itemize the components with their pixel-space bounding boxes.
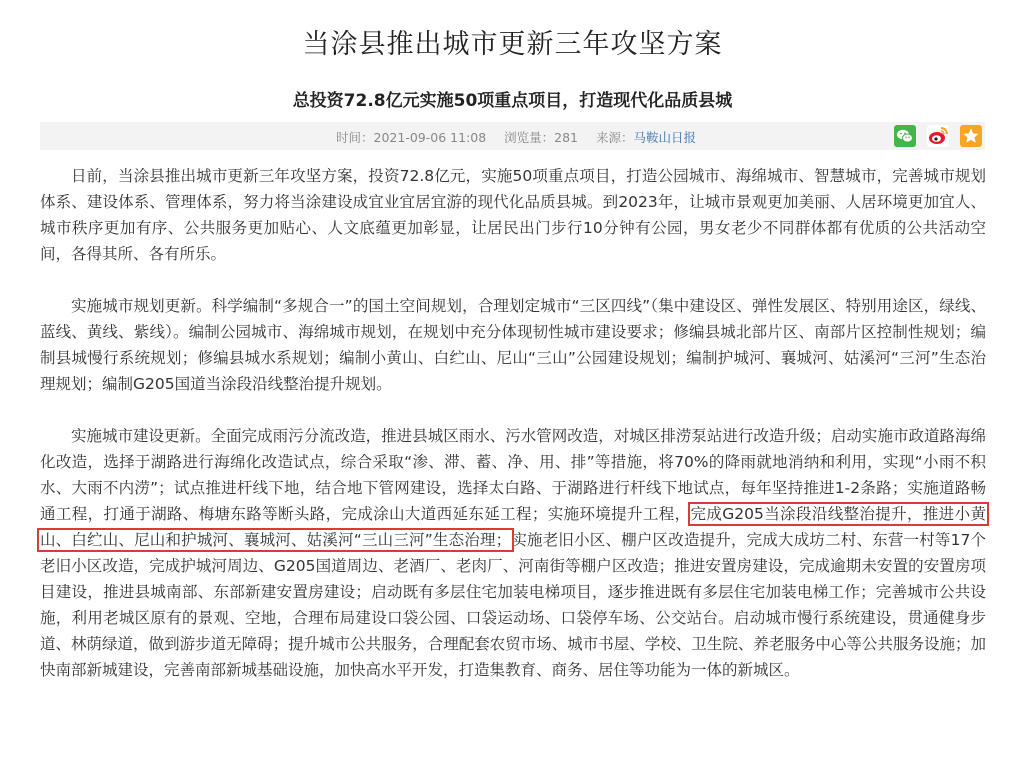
article-source [596, 130, 696, 145]
time-label: 时间： [336, 130, 374, 145]
time-value: 2021-09-06 11:08 [373, 130, 487, 145]
wechat-icon[interactable] [894, 125, 916, 147]
paragraph-3 [40, 423, 986, 683]
article-body [40, 163, 986, 683]
view-count [504, 130, 578, 145]
page-subtitle: 总投资72.8亿元实施50项重点项目，打造现代化品质县城 [292, 91, 733, 111]
meta-info [336, 128, 710, 146]
favorite-star-icon[interactable] [960, 125, 982, 147]
views-label: 浏览量： [504, 130, 555, 145]
paragraph-1: 日前，当涂县推出城市更新三年攻坚方案，投资72.8亿元，实施50项重点项目，打造公园城市、海绵城市、智慧城市，完善城市规划体系、建设体系、管理体系，努力将当涂建设成宜业宜居宜游的现代化品质县城。到2023年，让城市景观更加美丽、人居环境更加宜人、城市秩序更加有序、公共服务更加贴心、人文底蕴更加彰显，让居民出门步行10分钟有公园，男女老少不同群体都有优质的公共活动空间，各得其所、各有所乐。 [40, 167, 986, 263]
weibo-icon[interactable] [927, 125, 949, 147]
paragraph-3-after: 实施老旧小区、棚户区改造提升，完成大成坊二村、东营一村等17个老旧小区改造，完成护城河周边、G205国道周边、老酒厂、老肉厂、河南街等棚户区改造；推进安置房建设，完成逾期未安置的安置房项目建设，推进县城南部、东部新建安置房建设；启动既有多层住宅加装电梯项目，逐步推进既有多层住宅加装电梯工作；完善城市公共设施，利用老城区原有的景观、空地，合理布局建设口袋公园、口袋运动场、口袋停车场、公交站台。启动城市慢行系统建设，贯通健身步道、林荫绿道，做到游步道无障碍；提升城市公共服务，合理配套农贸市场、城市书屋、学校、卫生院、养老服务中心等公共服务设施；加快南部新城建设，完善南部新城基础设施，加快高水平开发，打造集教育、商务、居住等功能为一体的新城区。 [40, 531, 986, 679]
paragraph-3-before: 实施城市建设更新。全面完成雨污分流改造，推进县城区雨水、污水管网改造，对城区排涝泵站进行改造升级；启动实施市政道路海绵化改造，选择于湖路进行海绵化改造试点，综合采取“渗、滞、蓄、净、用、排”等措施，将70%的降雨就地消纳和利用，实现“小雨不积水、大雨不内涝”；试点推进杆线下地，结合地下管网建设，选择太白路、于湖路进行杆线下地试点，每年坚持推进1-2条路；实施道路畅通工程，打通于湖路、梅塘东路等断头路，完成涂山大道西延东延工程；实施环境提升工程， [40, 427, 986, 523]
paragraph-2: 实施城市规划更新。科学编制“多规合一”的国土空间规划，合理划定城市“三区四线”（集中建设区、弹性发展区、特别用途区，绿线、蓝线、黄线、紫线）。编制公园城市、海绵城市规划，在规划中充分体现韧性城市建设要求；修编县城北部片区、南部片区控制性规划；编制县城慢行系统规划；修编县城水系规划；编制小黄山、白纻山、尼山“三山”公园建设规划；编制护城河、襄城河、姑溪河“三河”生态治理规划；编制G205国道当涂段沿线整治提升规划。 [40, 297, 986, 393]
source-label: 来源： [596, 130, 634, 145]
highlighted-text: 完成G205当涂段沿线整治提升，推进小黄山、白纻山、尼山和护城河、襄城河、姑溪河“三山三河”生态治理； [40, 505, 986, 549]
views-value: 281 [554, 130, 579, 145]
meta-bar [40, 122, 985, 150]
publish-time [336, 130, 486, 145]
page-title: 当涂县推出城市更新三年攻坚方案 [302, 29, 723, 60]
source-value[interactable]: 马鞍山日报 [633, 130, 697, 145]
